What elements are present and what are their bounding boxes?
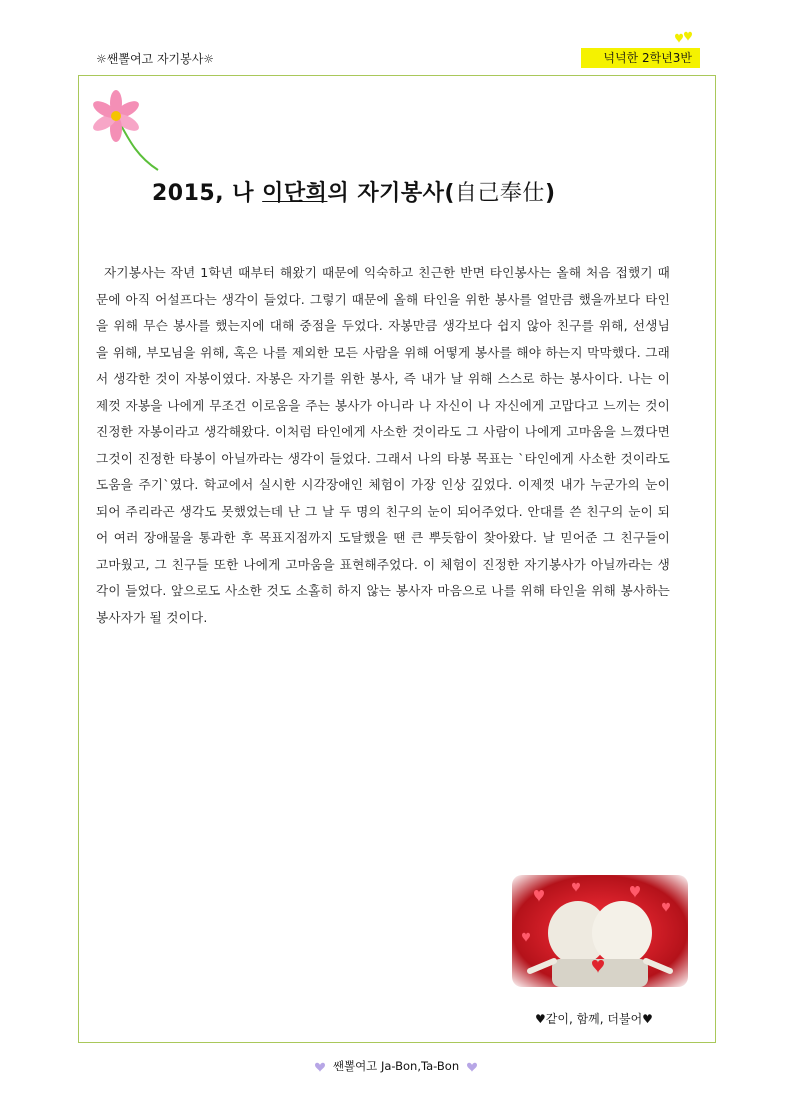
title-prefix: 2015, 나 [152, 181, 263, 206]
footer-text: 쌘뽈여고 Ja-Bon,Ta-Bon [332, 1059, 460, 1073]
page-title [152, 176, 556, 207]
header-class-badge: 넉넉한 2학년3반 [581, 48, 700, 68]
header-left-title: ☼쌘뽈여고 자기봉사☼ [96, 52, 215, 66]
page-footer [0, 1058, 792, 1074]
yellow-hearts-icon [672, 30, 696, 46]
title-middle: 의 자기봉사( [327, 181, 455, 206]
title-suffix: ) [544, 181, 556, 206]
title-hanja: 自己奉仕 [454, 181, 545, 206]
essay-paragraph: 자기봉사는 작년 1학년 때부터 해왔기 때문에 익숙하고 친근한 반면 타인봉사는 올해 처음 접했기 때문에 아직 어설프다는 생각이 들었다. 그렇기 때문에 올해 타인을 위한 봉사를 얼만큼 했을까보다 타인을 위해 무슨 봉사를 했는지에 대해 중점을 두었다. 자봉만큼 생각보다 쉽지 않아 친구를 위해, 선생님을 위해, 부모님을 위해, 혹은 나를 제외한 모든 사람을 위해 어떻게 봉사를 해야 하는지 막막했다. 그래서 생각한 것이 자봉이였다. 자봉은 자기를 위한 봉사, 즉 내가 날 위해 스스로 하는 봉사이다. 나는 이제껏 자봉을 나에게 무조건 이로움을 주는 봉사가 아니라 나 자신이 나 자신에게 고맙다고 느끼는 것이 진정한 자봉이라고 생각해왔다. 이처럼 타인에게 사소한 것이라도 그 사람이 나에게 고마움을 느꼈다면 그것이 진정한 타봉이 아닐까라는 생각이 들었다. 그래서 나의 타봉 목표는 `타인에게 사소한 것이라도 도움을 주기`였다. 학교에서 실시한 시각장애인 체험이 가장 인상 깊었다. 이제껏 내가 누군가의 눈이 되어 주리라곤 생각도 못했었는데 난 그 날 두 명의 친구의 눈이 되어주었다. 안대를 쓴 친구의 눈이 되어 여러 장애물을 통과한 후 목표지점까지 도달했을 땐 큰 뿌듯함이 찾아왔다. 날 믿어준 그 친구들이 고마웠고, 그 친구들 또한 나에게 고마움을 표현해주었다. 이 체험이 진정한 자기봉사가 아닐까라는 생각이 들었다. 앞으로도 사소한 것도 소홀히 하지 않는 봉사자 마음으로 나를 위해 타인을 위해 봉사하는 봉사자가 될 것이다. [96, 265, 670, 625]
essay-body [96, 260, 670, 631]
friends-hugging-illustration [512, 875, 688, 987]
title-name: 이단희 [262, 181, 328, 206]
purple-heart-icon [463, 1061, 479, 1073]
photo-caption: ♥같이, 함께, 더불어♥ [535, 1012, 653, 1026]
purple-heart-icon [313, 1061, 329, 1073]
friends-hugging-photo [512, 875, 688, 987]
cosmos-flower-icon [88, 88, 188, 188]
